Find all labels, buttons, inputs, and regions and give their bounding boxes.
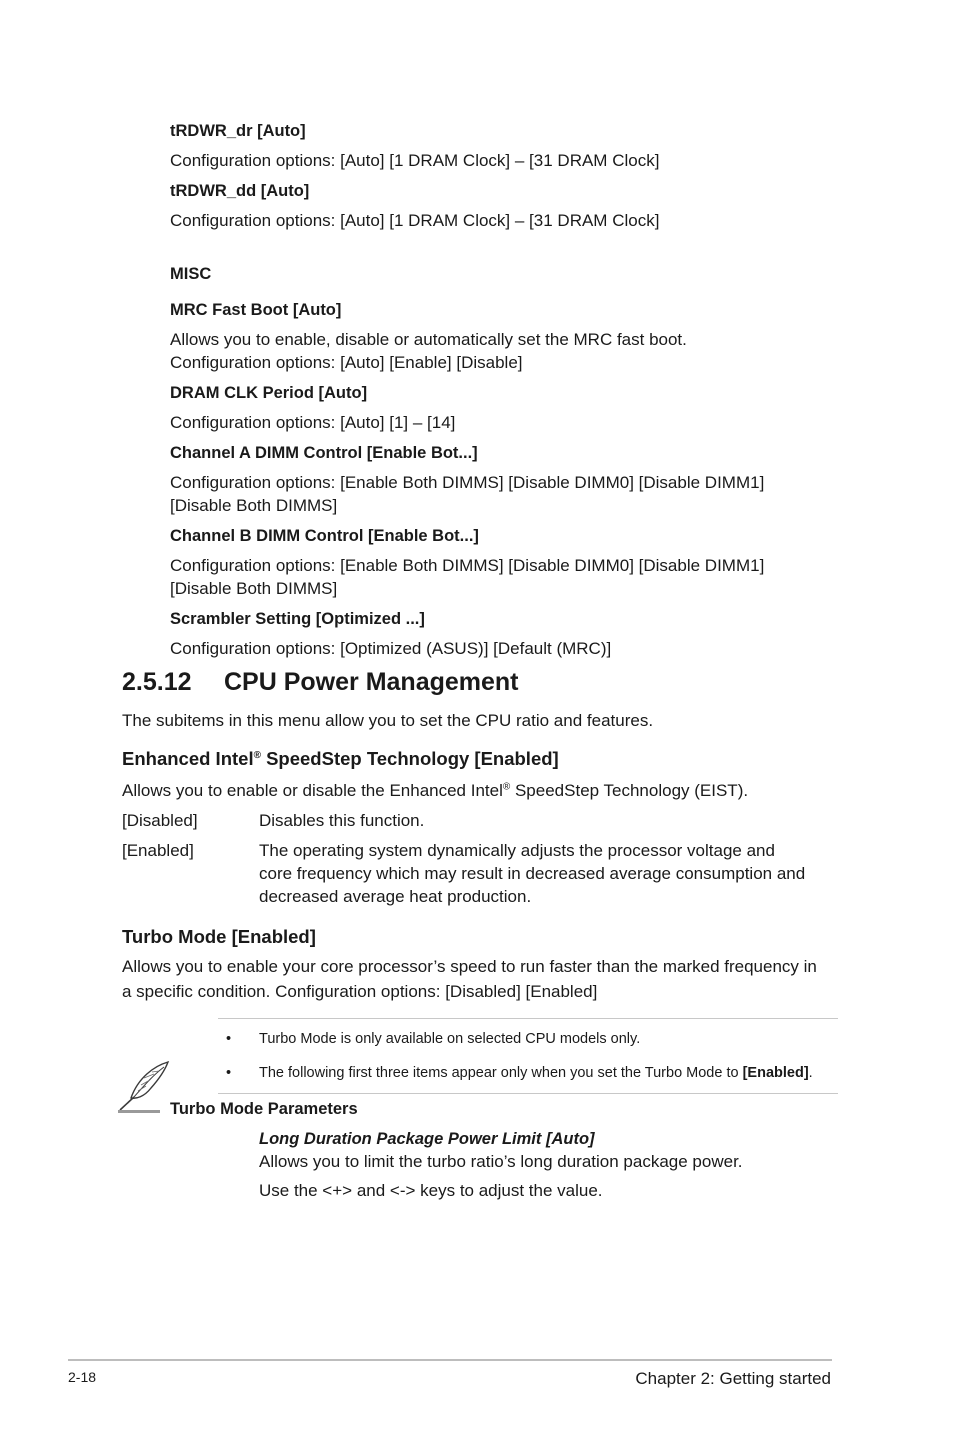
turbo-params-title: Turbo Mode Parameters [170,1100,358,1118]
eist-desc [122,779,748,802]
item-options-trdwr-dr: Configuration options: [Auto] [1 DRAM Clock] – [31 DRAM Clock] [170,151,660,170]
footer-rule [68,1359,832,1361]
eist-title-part2: SpeedStep Technology [Enabled] [260,748,559,769]
chapter-label: Chapter 2: Getting started [635,1369,831,1388]
section-number: 2.5.12 [122,668,192,696]
section-intro: The subitems in this menu allow you to set the CPU ratio and features. [122,711,654,730]
long-duration-desc: Allows you to limit the turbo ratio’s long duration package power. [259,1152,743,1171]
note-rule-top [218,1018,838,1019]
note-line2-emphasis: [Enabled] [742,1065,809,1081]
note-bullet: • [226,1031,232,1047]
note-line2-text: The following first three items appear only when you set the Turbo Mode to [259,1065,743,1081]
note-bullet: • [226,1065,232,1081]
turbo-desc-line2: a specific condition. Configuration options: [Disabled] [Enabled] [122,982,598,1001]
item-desc-mrc-fast-boot: Allows you to enable, disable or automatically set the MRC fast boot. [170,330,687,349]
feather-icon [114,1058,172,1116]
option-desc-enabled-line3: decreased average heat production. [259,887,532,906]
eist-desc-part1: Allows you to enable or disable the Enhanced Intel [122,781,503,800]
eist-title [122,748,559,770]
long-duration-keys: Use the <+> and <-> keys to adjust the value. [259,1181,603,1200]
item-options-channel-b: Configuration options: [Enable Both DIMMS] [Disable DIMM0] [Disable DIMM1] [170,556,765,575]
item-options-dram-clk-period: Configuration options: [Auto] [1] – [14] [170,413,456,432]
turbo-title: Turbo Mode [Enabled] [122,926,316,947]
item-title-mrc-fast-boot: MRC Fast Boot [Auto] [170,301,342,319]
option-desc-enabled-line2: core frequency which may result in decreased average consumption and [259,864,806,883]
item-title-channel-a: Channel A DIMM Control [Enable Bot...] [170,444,478,462]
note-line2 [259,1064,813,1082]
item-options-scrambler: Configuration options: [Optimized (ASUS)] [Default (MRC)] [170,639,612,658]
registered-mark: ® [253,749,261,761]
item-options-trdwr-dd: Configuration options: [Auto] [1 DRAM Clock] – [31 DRAM Clock] [170,211,660,230]
registered-mark: ® [502,781,511,793]
item-options-mrc-fast-boot: Configuration options: [Auto] [Enable] [Disable] [170,353,523,372]
item-title-channel-b: Channel B DIMM Control [Enable Bot...] [170,527,479,545]
note-rule-bottom [218,1093,838,1094]
eist-desc-part2: SpeedStep Technology (EIST). [510,781,749,800]
item-title-dram-clk-period: DRAM CLK Period [Auto] [170,384,368,402]
misc-heading: MISC [170,265,212,283]
option-key-disabled: [Disabled] [122,811,198,830]
note-line2-end: . [808,1065,813,1081]
item-options-channel-a-cont: [Disable Both DIMMS] [170,496,338,515]
section-title: CPU Power Management [224,668,519,696]
item-title-trdwr-dd: tRDWR_dd [Auto] [170,182,310,200]
turbo-desc-line1: Allows you to enable your core processor’s speed to run faster than the marked frequency in [122,957,817,976]
page-number: 2-18 [68,1369,97,1385]
item-options-channel-a: Configuration options: [Enable Both DIMMS] [Disable DIMM0] [Disable DIMM1] [170,473,765,492]
note-line1: Turbo Mode is only available on selected CPU models only. [259,1031,641,1047]
long-duration-title: Long Duration Package Power Limit [Auto] [259,1130,595,1148]
eist-title-part1: Enhanced Intel [122,748,254,769]
item-title-scrambler: Scrambler Setting [Optimized ...] [170,610,425,628]
option-key-enabled: [Enabled] [122,841,194,860]
option-desc-disabled: Disables this function. [259,811,425,830]
item-title-trdwr-dr: tRDWR_dr [Auto] [170,122,306,140]
item-options-channel-b-cont: [Disable Both DIMMS] [170,579,338,598]
option-desc-enabled-line1: The operating system dynamically adjusts the processor voltage and [259,841,775,860]
